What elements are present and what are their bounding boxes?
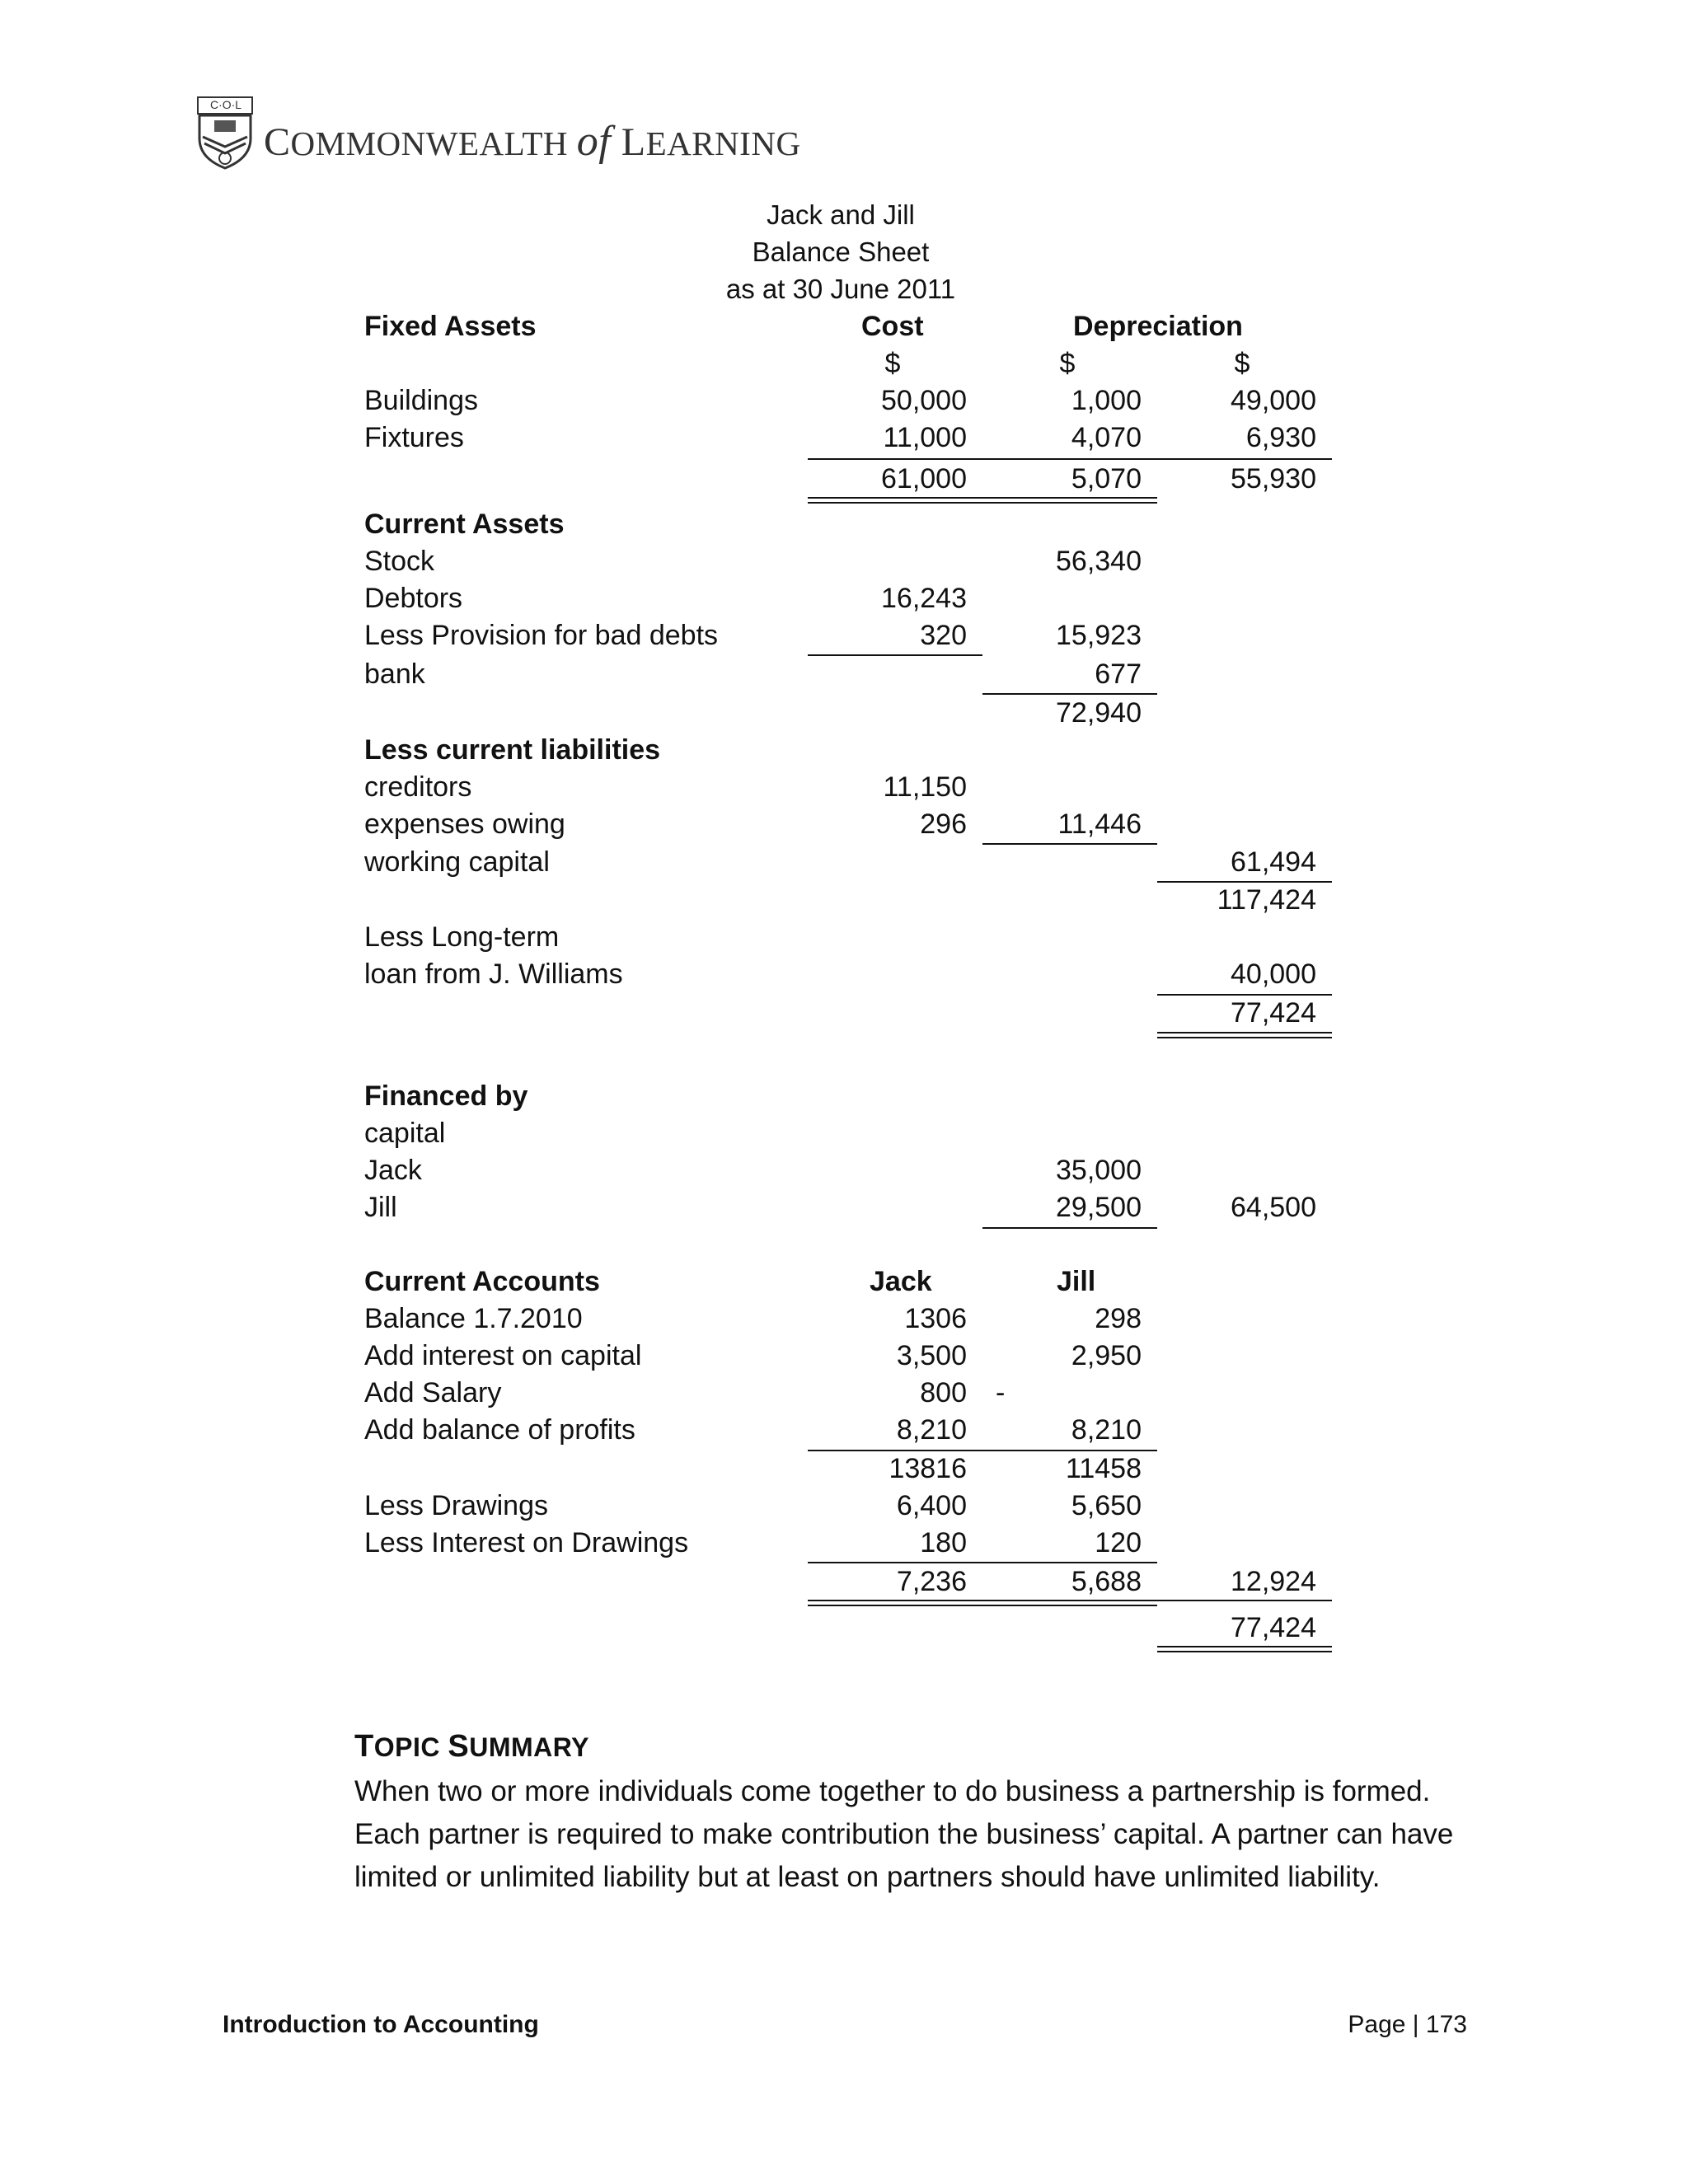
depreciation-column-header: Depreciation <box>1073 311 1243 342</box>
value: 29,500 <box>1056 1192 1142 1223</box>
current-assets-heading: Current Assets <box>364 509 565 540</box>
value: 677 <box>1095 658 1142 690</box>
current-accounts-heading: Current Accounts <box>364 1266 600 1297</box>
row-label: Less Provision for bad debts <box>364 620 719 651</box>
double-rule <box>808 1600 1157 1606</box>
row-label: Add interest on capital <box>364 1340 642 1371</box>
jill-value: 2,950 <box>1071 1340 1142 1371</box>
value: 296 <box>920 808 967 840</box>
fixed-assets-header-row <box>0 311 1688 349</box>
jack-column-header: Jack <box>870 1266 932 1297</box>
current-accounts-header-row <box>0 1266 1688 1304</box>
subtotal-value: 117,424 <box>1217 884 1316 916</box>
row-label: Jill <box>364 1192 397 1223</box>
depreciation-value: 1,000 <box>1071 385 1142 416</box>
row-label: Fixtures <box>364 422 464 453</box>
rule <box>1157 458 1332 460</box>
liabilities-heading: Less current liabilities <box>364 734 661 766</box>
table-row <box>0 846 1688 884</box>
jill-value: 5,650 <box>1071 1490 1142 1521</box>
row-label: Add Salary <box>364 1377 502 1408</box>
jill-subtotal: 11458 <box>1065 1453 1142 1484</box>
rule <box>982 843 1157 845</box>
grand-total-row <box>0 1612 1688 1650</box>
current-accounts-total-row <box>0 1566 1688 1604</box>
row-label: Jack <box>364 1155 422 1186</box>
currency-symbol: $ <box>1059 348 1076 379</box>
row-label: Less Interest on Drawings <box>364 1527 689 1558</box>
topic-summary-text: When two or more individuals come together to do business a partnership is formed. Each partner is required to make contribution the business’ capital. A partner can have limited or unlimited liability but at least on partners should have unlimited liability. <box>354 1775 1454 1893</box>
table-row <box>0 958 1688 996</box>
total-depreciation: 5,070 <box>1071 463 1142 494</box>
table-row <box>0 1527 1688 1565</box>
net-value: 6,930 <box>1245 422 1316 453</box>
jill-value: 8,210 <box>1071 1414 1142 1446</box>
row-label: expenses owing <box>364 808 565 840</box>
row-label: Add balance of profits <box>364 1414 635 1446</box>
row-label: Balance 1.7.2010 <box>364 1303 583 1334</box>
value: 40,000 <box>1231 958 1316 990</box>
subtotal-row <box>0 884 1688 922</box>
grand-total: 77,424 <box>1231 1612 1316 1643</box>
jack-value: 180 <box>920 1527 967 1558</box>
combined-total: 12,924 <box>1231 1566 1316 1597</box>
jack-value: 800 <box>920 1377 967 1408</box>
row-label: working capital <box>364 846 550 878</box>
double-rule <box>1157 1646 1332 1652</box>
value: 64,500 <box>1231 1192 1316 1223</box>
table-row <box>0 808 1688 846</box>
entity-name: Jack and Jill <box>767 199 915 230</box>
row-label: Less Drawings <box>364 1490 548 1521</box>
fixed-assets-total-row <box>0 463 1688 501</box>
cost-column-header: Cost <box>861 311 924 342</box>
row-label: Buildings <box>364 385 478 416</box>
cost-value: 11,000 <box>883 422 967 453</box>
table-row <box>0 583 1688 621</box>
page-number: Page | 173 <box>1348 2011 1467 2038</box>
footer-book-title: Introduction to Accounting <box>223 2011 539 2038</box>
jack-total: 7,236 <box>896 1566 967 1597</box>
jack-subtotal: 13816 <box>889 1453 967 1484</box>
depreciation-value: 4,070 <box>1071 422 1142 453</box>
rule <box>982 693 1157 695</box>
row-label: Less Long-term <box>364 921 560 953</box>
currency-row <box>0 348 1688 386</box>
current-assets-total-row <box>0 697 1688 735</box>
jack-value: 8,210 <box>896 1414 967 1446</box>
financed-by-heading: Financed by <box>364 1080 528 1112</box>
table-row <box>0 1192 1688 1230</box>
table-row <box>0 921 1688 959</box>
row-label: loan from J. Williams <box>364 958 623 990</box>
jack-value: 3,500 <box>896 1340 967 1371</box>
table-row <box>0 422 1688 460</box>
table-row <box>0 1414 1688 1452</box>
table-row <box>0 1155 1688 1193</box>
rule <box>808 654 982 656</box>
cost-value: 50,000 <box>881 385 967 416</box>
table-row <box>0 385 1688 423</box>
table-row <box>0 546 1688 583</box>
publisher-name: COMMONWEALTH of LEARNING <box>264 118 801 165</box>
jack-value: 6,400 <box>896 1490 967 1521</box>
table-row <box>0 771 1688 809</box>
row-label: Debtors <box>364 583 463 614</box>
row-label: Stock <box>364 546 435 577</box>
table-row <box>0 1377 1688 1415</box>
jack-value: 1306 <box>904 1303 967 1334</box>
table-row <box>0 1340 1688 1378</box>
jill-value: - <box>996 1377 1006 1408</box>
total-value: 72,940 <box>1056 697 1142 729</box>
statement-title: Balance Sheet <box>752 237 930 267</box>
total-net: 55,930 <box>1231 463 1316 494</box>
current-assets-header-row <box>0 509 1688 546</box>
financed-by-header-row <box>0 1080 1688 1118</box>
rule <box>808 1450 1157 1451</box>
fixed-assets-heading: Fixed Assets <box>364 311 537 342</box>
topic-summary-heading: TOPIC SUMMARY <box>354 1729 589 1764</box>
statement-date: as at 30 June 2011 <box>725 274 956 304</box>
liabilities-header-row <box>0 734 1688 772</box>
value: 16,243 <box>881 583 967 614</box>
value: 61,494 <box>1231 846 1316 878</box>
table-row <box>0 1490 1688 1528</box>
net-assets-row <box>0 997 1688 1035</box>
value: 56,340 <box>1056 546 1142 577</box>
value: 320 <box>920 620 967 651</box>
table-row <box>0 658 1688 696</box>
rule <box>808 1562 1157 1563</box>
value: 11,150 <box>883 771 967 803</box>
table-row <box>0 1303 1688 1341</box>
net-assets-value: 77,424 <box>1231 997 1316 1029</box>
jill-value: 120 <box>1095 1527 1142 1558</box>
currency-symbol: $ <box>884 348 901 379</box>
rule <box>1157 881 1332 883</box>
value: 15,923 <box>1056 620 1142 651</box>
value: 35,000 <box>1056 1155 1142 1186</box>
table-row <box>0 1118 1688 1155</box>
total-cost: 61,000 <box>881 463 967 494</box>
double-rule <box>808 497 1157 504</box>
value: 11,446 <box>1057 808 1142 840</box>
logo-seal-text: C·O·L <box>209 98 242 111</box>
table-row <box>0 620 1688 658</box>
jill-value: 298 <box>1095 1303 1142 1334</box>
rule <box>982 1227 1157 1229</box>
subtotal-row <box>0 1453 1688 1491</box>
row-label: creditors <box>364 771 472 803</box>
rule <box>1157 994 1332 996</box>
currency-symbol: $ <box>1234 348 1250 379</box>
double-rule <box>1157 1032 1332 1038</box>
jill-column-header: Jill <box>1057 1266 1096 1297</box>
jill-total: 5,688 <box>1071 1566 1142 1597</box>
rule <box>1157 1600 1332 1601</box>
row-label: capital <box>364 1118 446 1149</box>
rule <box>808 458 1157 460</box>
row-label: bank <box>364 658 425 690</box>
net-value: 49,000 <box>1231 385 1316 416</box>
